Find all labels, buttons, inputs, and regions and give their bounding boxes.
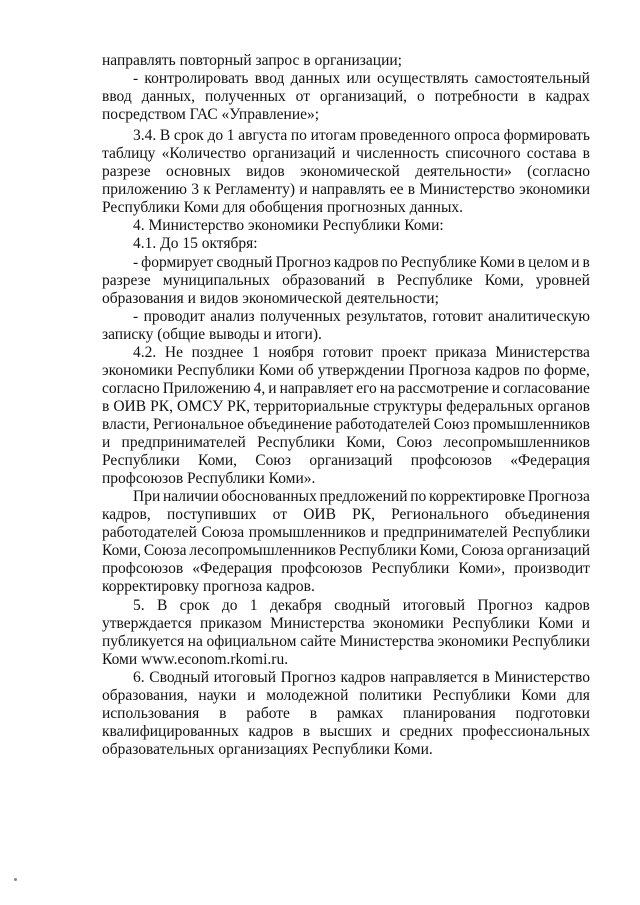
text-line-content <box>102 362 590 380</box>
word: кадрах <box>545 88 590 105</box>
word: и <box>571 254 580 271</box>
word: Союза <box>143 542 187 559</box>
word: целом <box>528 254 569 271</box>
word: РК, <box>150 398 173 415</box>
word: территориальные <box>254 398 370 415</box>
word: Министерства <box>339 633 435 650</box>
word: работодателей <box>335 416 431 433</box>
text-line-content <box>133 669 590 687</box>
word: ноября <box>268 344 315 361</box>
word: кадров, <box>102 506 151 523</box>
text-line-content <box>102 398 590 416</box>
word: Союз <box>433 416 470 433</box>
word: в <box>302 723 311 740</box>
word: приказом <box>200 615 262 632</box>
word: Коми, <box>484 272 524 289</box>
word: При <box>133 488 161 505</box>
word: ввод <box>102 88 132 105</box>
word: организаций <box>506 542 590 559</box>
text-line-content <box>102 88 590 106</box>
word: и <box>370 524 379 541</box>
word: 4, <box>253 380 266 397</box>
text-line-content <box>102 560 590 578</box>
word: декабря <box>270 597 322 614</box>
text-line-content <box>102 416 590 434</box>
word: форме, <box>544 362 590 379</box>
text-line-content <box>102 705 590 723</box>
word: 6. <box>133 669 145 686</box>
word: проект <box>381 344 427 361</box>
word: формирует <box>141 254 214 271</box>
word: Прогноз <box>280 669 336 686</box>
word: об <box>298 362 314 379</box>
word: объединение <box>247 416 333 433</box>
word: планирования <box>402 705 496 722</box>
word: итоговый <box>213 669 277 686</box>
word: Прогноза <box>408 362 471 379</box>
word: Коми», <box>458 560 506 577</box>
word: Прогноз <box>477 597 533 614</box>
word: готовит <box>322 344 373 361</box>
text-line-content <box>102 506 590 524</box>
word: позднее <box>191 344 244 361</box>
word: квалифицированных <box>102 723 239 740</box>
word: производит <box>514 560 590 577</box>
word: Республики <box>102 452 180 469</box>
word: структуры <box>373 398 443 415</box>
word: «Количество <box>161 145 247 162</box>
word: направлять <box>311 181 386 198</box>
word: кадров <box>474 362 520 379</box>
word: Республики <box>176 362 255 379</box>
word: - <box>133 70 139 87</box>
word: работодателей <box>102 524 197 541</box>
word: или <box>346 70 371 87</box>
word: Коми, <box>346 434 386 451</box>
word: о <box>416 88 425 105</box>
word: В <box>159 127 171 144</box>
word: по <box>410 488 427 505</box>
word: официальном <box>206 633 297 650</box>
word: и <box>341 145 350 162</box>
word: обоснованных <box>221 488 317 505</box>
word: таблицу <box>102 145 156 162</box>
word: 1 <box>252 344 260 361</box>
word: разрезе <box>102 272 151 289</box>
word: - <box>133 308 139 325</box>
word: политики <box>359 687 422 704</box>
word: его <box>356 380 377 397</box>
word: на <box>187 633 203 650</box>
word: сайте <box>300 633 336 650</box>
word: кадров <box>248 723 294 740</box>
word: полученных <box>204 88 286 105</box>
word: срок <box>179 597 210 614</box>
word: согласование <box>503 380 590 397</box>
word: профессиональных <box>462 723 590 740</box>
text-line-content <box>102 380 590 398</box>
word: в <box>309 705 318 722</box>
word: ввод <box>254 70 285 87</box>
word: промышленников <box>248 524 366 541</box>
word: приказа <box>435 344 487 361</box>
word: утверждении <box>317 362 405 379</box>
text-line-content: 4.1. До 15 октября: <box>133 235 258 252</box>
word: предложений <box>319 488 408 505</box>
word: кадров <box>340 669 386 686</box>
word: Министерство <box>494 669 590 686</box>
text-line-content <box>102 615 590 633</box>
word: (согласно <box>527 163 590 180</box>
word: готовит <box>432 308 483 325</box>
word: Коми <box>258 362 294 379</box>
word: видов <box>246 163 285 180</box>
word: организаций, <box>319 88 408 105</box>
word: рамках <box>336 705 384 722</box>
word: экономики <box>102 362 173 379</box>
word: полученных <box>260 308 341 325</box>
word: молодежной <box>266 687 349 704</box>
word: направляет <box>279 380 354 397</box>
word: Республики <box>371 560 450 577</box>
word: В <box>156 597 168 614</box>
text-line-content <box>102 145 590 163</box>
word: профсоюзов <box>102 560 184 577</box>
word: кадров <box>333 254 379 271</box>
word: по <box>523 362 540 379</box>
word: Республике <box>400 254 477 271</box>
word: лесопромышленников <box>443 434 590 451</box>
word: образований <box>282 272 366 289</box>
word: и <box>581 615 590 632</box>
word: анализ <box>210 308 255 325</box>
word: в <box>377 272 385 289</box>
word: Коми, <box>102 542 141 559</box>
text-line-content <box>102 181 590 199</box>
word: Прогноз <box>275 254 331 271</box>
word: в <box>582 145 590 162</box>
word: численность <box>356 145 440 162</box>
word: «Федерация <box>192 560 273 577</box>
text-line-content: направлять повторный запрос в организации; <box>102 52 402 69</box>
word: в <box>517 254 526 271</box>
text-line-content: Республики Коми для обобщения прогнозных данных. <box>102 199 463 216</box>
text-line-content <box>102 434 590 452</box>
word: Союза <box>461 542 504 559</box>
word: состава <box>526 145 577 162</box>
word: Коми <box>521 687 557 704</box>
word: разрезе <box>102 163 151 180</box>
word: Коми, <box>419 542 459 559</box>
word: сводный <box>334 597 391 614</box>
word: и <box>381 723 390 740</box>
word: Министерство <box>419 181 515 198</box>
word: лесопромышленников <box>189 542 336 559</box>
text-line-content <box>102 452 590 470</box>
word: экономики <box>373 615 444 632</box>
word: деятельности» <box>415 163 512 180</box>
word: объединения <box>504 506 590 523</box>
word: организаций <box>309 452 393 469</box>
text-line-content <box>102 524 590 542</box>
word: проведенного <box>359 127 451 144</box>
word: Министерства <box>495 344 590 361</box>
text-line-content: профсоюзов Республики Коми». <box>102 470 316 487</box>
word: экономики <box>437 633 509 650</box>
word: данных <box>290 70 341 87</box>
text-line-content <box>133 308 590 326</box>
word: Приложению <box>162 380 251 397</box>
word: подготовки <box>515 705 590 722</box>
word: ОМСУ <box>177 398 224 415</box>
word: срок <box>173 127 204 144</box>
word: кадров <box>544 597 590 614</box>
word: Республики <box>432 687 511 704</box>
word: высших <box>319 723 373 740</box>
word: Регионального <box>391 506 489 523</box>
word: в <box>219 705 227 722</box>
word: данных, <box>141 88 196 105</box>
word: и <box>299 181 308 198</box>
word: - <box>133 254 139 271</box>
word: самостоятельный <box>474 70 590 87</box>
word: в <box>482 669 490 686</box>
word: профсоюзов <box>410 452 492 469</box>
text-line-content <box>133 127 590 145</box>
word: приложению <box>102 181 187 198</box>
word: Не <box>164 344 183 361</box>
word: 3 <box>191 181 199 198</box>
text-line-content <box>133 70 590 88</box>
word: списочного <box>445 145 521 162</box>
word: проводит <box>143 308 205 325</box>
text-line-content <box>102 687 590 705</box>
word: Республики <box>452 615 530 632</box>
word: в <box>582 254 590 271</box>
text-line-content <box>102 272 590 290</box>
word: рассмотрение <box>397 380 489 397</box>
word: от <box>295 88 310 105</box>
word: Регламенту) <box>215 181 295 198</box>
word: публикуется <box>102 633 185 650</box>
word: в <box>407 181 416 198</box>
word: организаций <box>252 145 336 162</box>
word: и <box>491 380 501 397</box>
word: Республике <box>396 272 473 289</box>
word: по <box>290 127 307 144</box>
word: итогам <box>310 127 357 144</box>
text-line-content: посредством ГАС «Управление»; <box>102 106 320 123</box>
word: результатов, <box>346 308 428 325</box>
word: потребности <box>434 88 519 105</box>
text-line-content <box>133 254 590 272</box>
word: работе <box>246 705 290 722</box>
word: корректировке <box>428 488 526 505</box>
word: согласно <box>102 380 160 397</box>
text-line-content: 4. Министерство экономики Республики Коми: <box>133 217 444 234</box>
word: направляется <box>390 669 478 686</box>
scan-speck <box>14 878 17 881</box>
word: и <box>268 380 277 397</box>
word: «Федерация <box>510 452 590 469</box>
text-line-content: записку (общие выводы и итоги). <box>102 326 322 343</box>
text-line-content <box>102 633 590 651</box>
word: 3.4. <box>133 127 157 144</box>
word: средних <box>399 723 454 740</box>
word: сводный <box>216 254 273 271</box>
word: РК, <box>352 506 375 523</box>
word: на <box>379 380 395 397</box>
text-line-content <box>133 344 590 362</box>
word: поступивших <box>166 506 257 523</box>
word: федеральных <box>446 398 534 415</box>
word: Союз <box>255 452 292 469</box>
word: муниципальных <box>162 272 271 289</box>
word: Республики <box>257 434 335 451</box>
word: 1 <box>226 127 235 144</box>
word: до <box>221 597 238 614</box>
word: Прогноза <box>527 488 590 505</box>
word: уровней <box>535 272 590 289</box>
word: профсоюзов <box>281 560 363 577</box>
word: Республики <box>512 524 590 541</box>
word: ОИВ <box>113 398 147 415</box>
word: Сводный <box>149 669 210 686</box>
word: 1 <box>249 597 258 614</box>
word: в <box>102 398 110 415</box>
text-line-content: корректировку прогноза кадров. <box>102 578 315 595</box>
word: 4.2. <box>133 344 157 361</box>
word: Региональное <box>152 416 244 433</box>
word: использования <box>102 705 200 722</box>
word: науки <box>198 687 237 704</box>
word: аналитическую <box>488 308 590 325</box>
text-line-content <box>102 542 590 560</box>
text-line-content <box>133 488 590 506</box>
word: итоговый <box>402 597 466 614</box>
text-line-content: образовательных организациях Республики Коми. <box>102 741 433 758</box>
word: Коми <box>538 615 574 632</box>
word: предпринимателей <box>121 434 246 451</box>
word: в <box>528 88 536 105</box>
word: к <box>203 181 211 198</box>
text-line-content <box>102 723 590 741</box>
word: до <box>207 127 224 144</box>
word: образования, <box>102 687 188 704</box>
word: ОИВ <box>303 506 336 523</box>
word: Республики <box>512 633 590 650</box>
word: ее <box>389 181 404 198</box>
word: Союз <box>396 434 433 451</box>
word: Министерства <box>270 615 365 632</box>
word: основных <box>165 163 231 180</box>
word: 5. <box>133 597 145 614</box>
text-line-content: образования и видов экономической деятельности; <box>102 290 439 307</box>
word: и <box>247 687 256 704</box>
word: Коми <box>479 254 515 271</box>
word: Союза <box>201 524 245 541</box>
word: РК, <box>227 398 250 415</box>
word: августа <box>238 127 288 144</box>
word: от <box>272 506 287 523</box>
text-line-content <box>133 597 590 615</box>
word: осуществлять <box>377 70 469 87</box>
word: органов <box>537 398 590 415</box>
word: предпринимателей <box>383 524 508 541</box>
word: экономической <box>300 163 400 180</box>
text-line-content <box>102 163 590 181</box>
word: и <box>102 434 111 451</box>
word: для <box>567 687 590 704</box>
word: опроса <box>454 127 500 144</box>
word: промышленников <box>472 416 590 433</box>
text-line-content: Коми www.econom.rkomi.ru. <box>102 651 289 668</box>
word: Республики <box>338 542 417 559</box>
word: утверждается <box>102 615 192 632</box>
word: формировать <box>503 127 590 144</box>
word: по <box>381 254 398 271</box>
word: власти, <box>102 416 150 433</box>
word: Коми, <box>198 452 238 469</box>
word: контролировать <box>144 70 249 87</box>
word: экономики <box>519 181 590 198</box>
word: наличии <box>162 488 219 505</box>
